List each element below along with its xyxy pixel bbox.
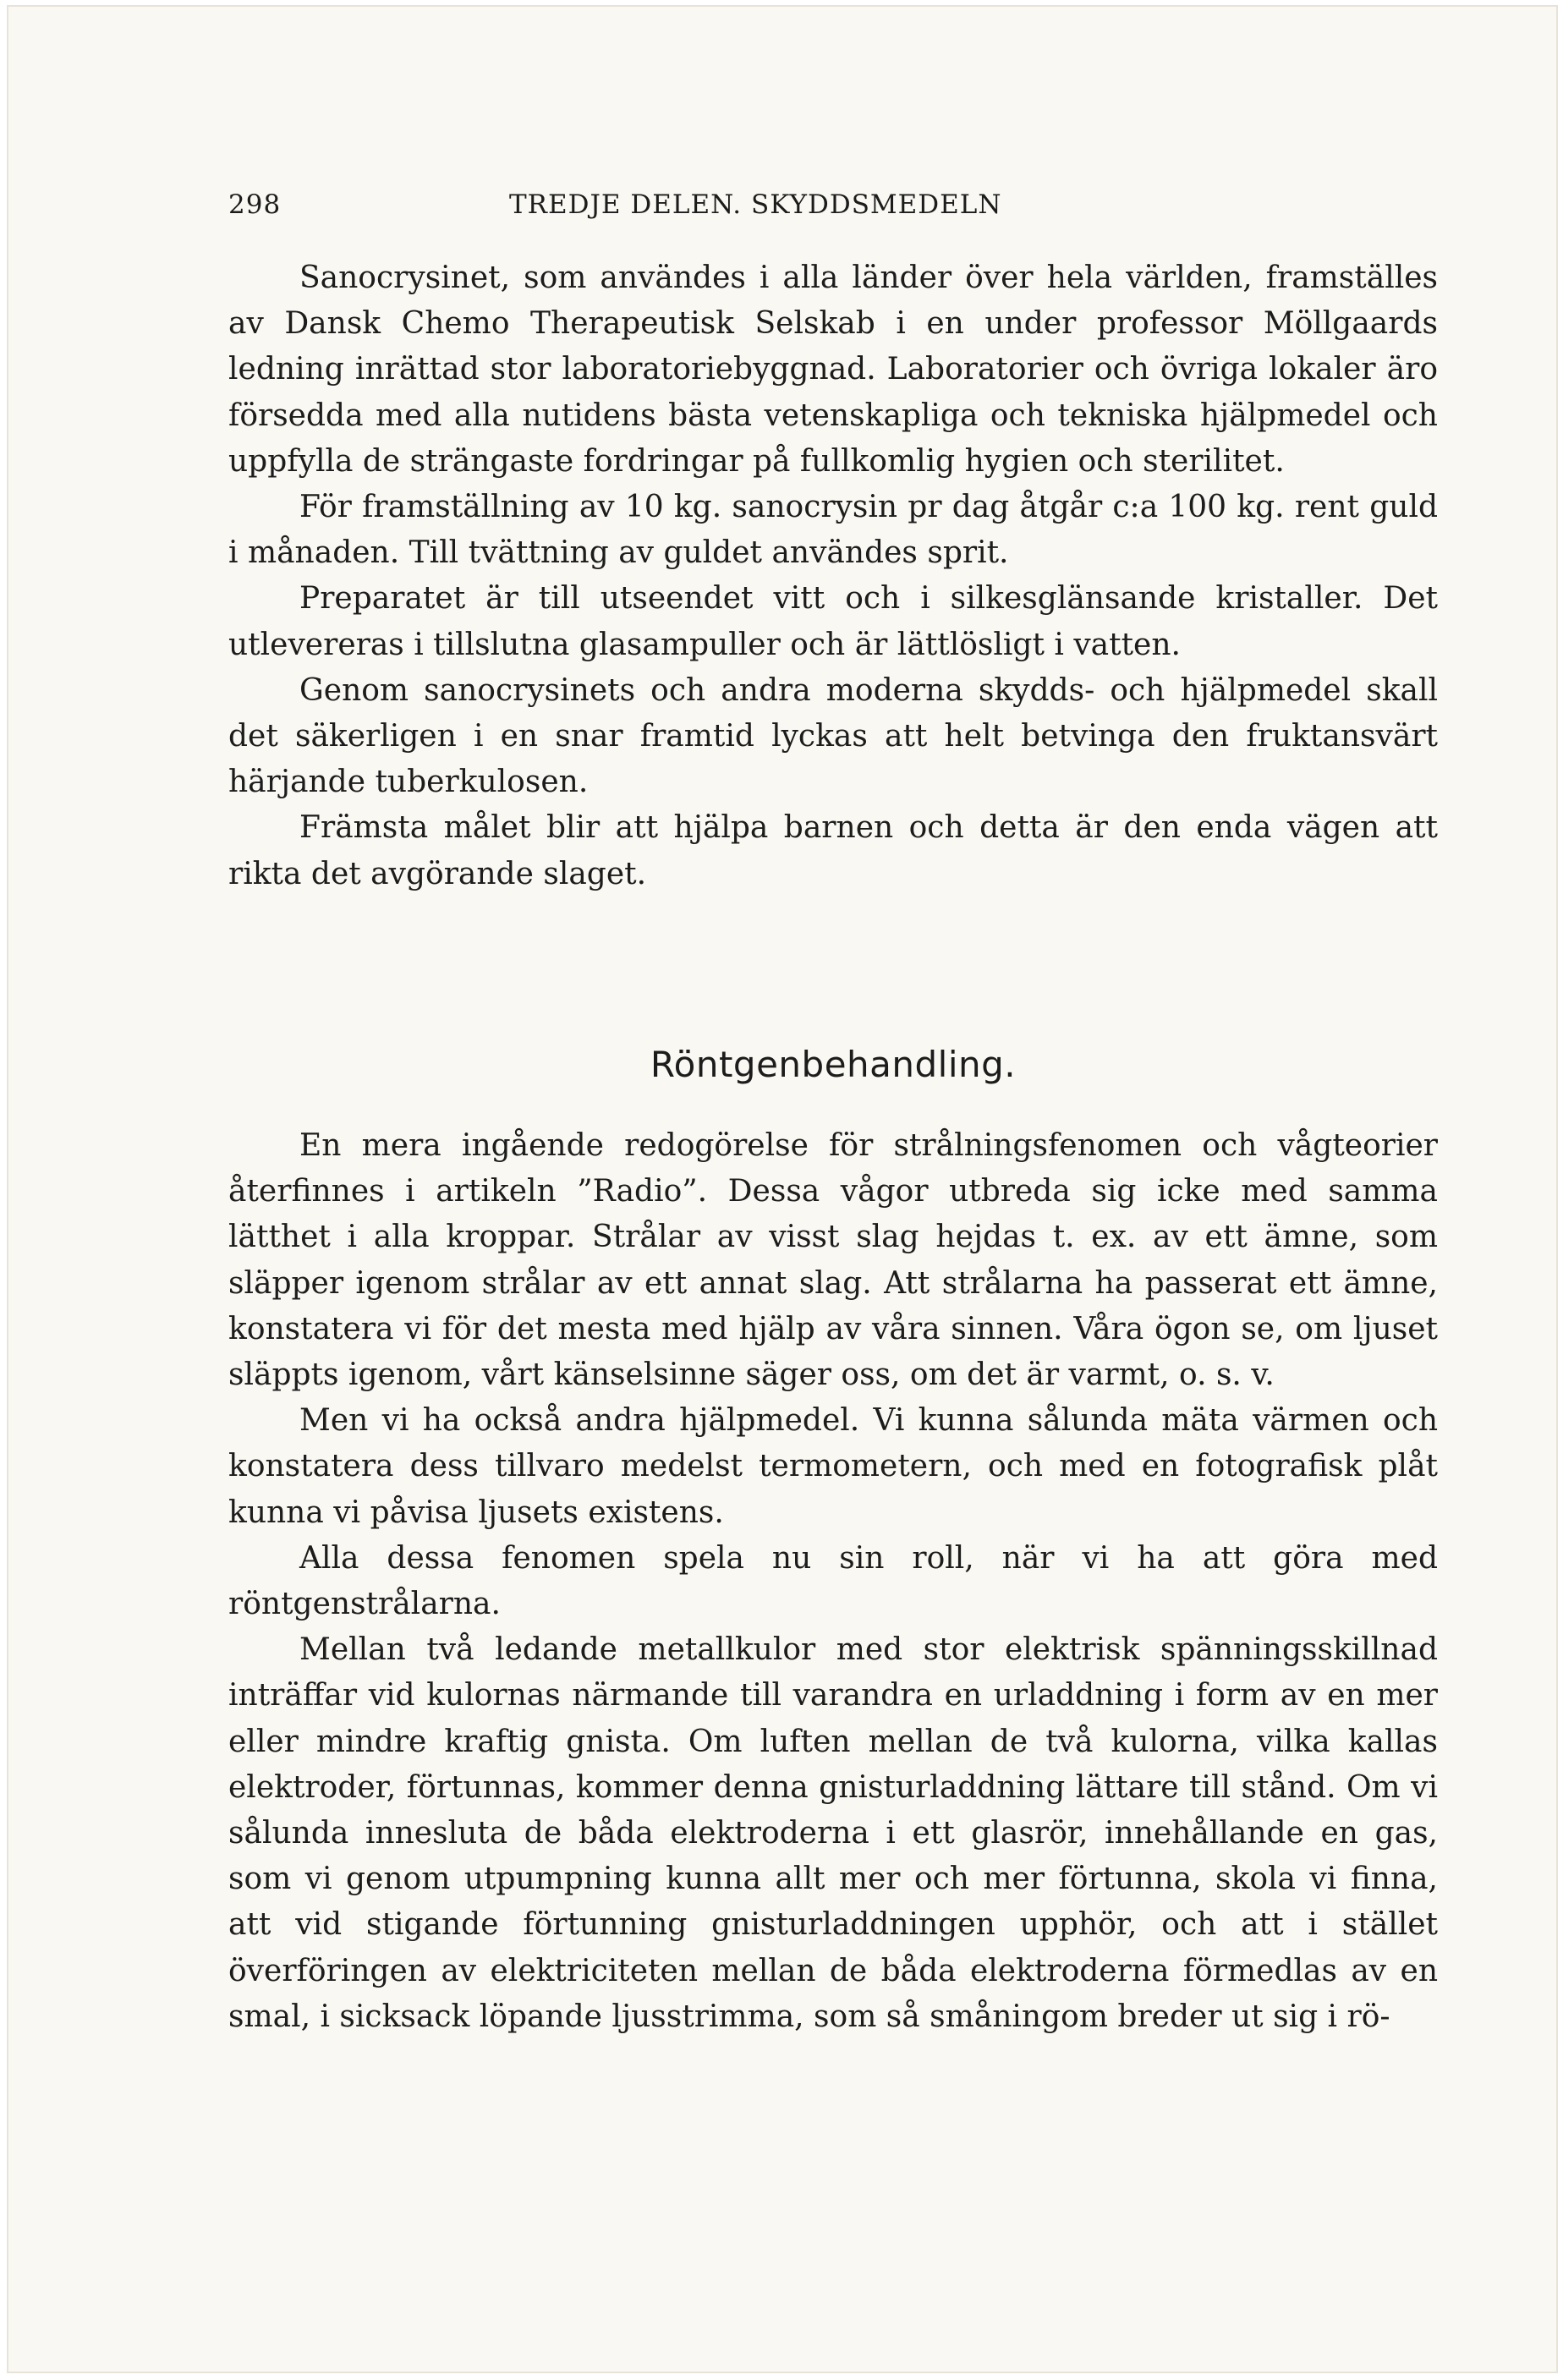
page-header: [228, 189, 1438, 223]
paragraph: För framställning av 10 kg. sanocrysin pr dag åtgår c:a 100 kg. rent guld i månaden. Till tvättning av guldet användes sprit.: [228, 490, 1438, 571]
paragraph: Preparatet är till utseendet vitt och i silkesglänsande kristaller. Det utlevereras i tillslutna glasampuller och är lättlösligt i vatten.: [228, 581, 1438, 662]
section-heading: Röntgenbehandling.: [650, 1044, 1017, 1085]
paragraph: Men vi ha också andra hjälpmedel. Vi kunna sålunda mäta värmen och konstatera dess tillvaro medelst termometern, och med en fotografisk plåt kunna vi påvisa ljusets existens.: [228, 1403, 1438, 1530]
paragraph: En mera ingående redogörelse för strålningsfenomen och vågteorier återfinnes i artikeln ”Radio”. Dessa vågor utbreda sig icke med samma lätthet i alla kroppar. Strålar av visst slag hejdas t. ex. av ett ämne, som släpper igenom strålar av ett annat slag. Att strålarna ha passerat ett ämne, konstatera vi för det mesta med hjälp av våra sinnen. Våra ögon se, om ljuset släppts igenom, vårt känselsinne säger oss, om det är varmt, o. s. v.: [228, 1128, 1438, 1393]
page-number: 298: [228, 189, 282, 220]
paragraph: Alla dessa fenomen spela nu sin roll, när vi ha att göra med röntgenstrålarna.: [228, 1540, 1438, 1622]
paragraph: Mellan två ledande metallkulor med stor elektrisk spänningsskillnad inträffar vid kulornas närmande till varandra en urladdning i form av en mer eller mindre kraftig gnista. Om luften mellan de två kulorna, vilka kallas elektroder, förtunnas, kommer denna gnisturladdning lättare till stånd. Om vi sålunda innesluta de båda elektroderna i ett glasrör, innehållande en gas, som vi genom utpumpning kunna allt mer och mer förtunna, skola vi finna, att vid stigande förtunning gnisturladdningen upphör, och att i stället överföringen av elektriciteten mellan de båda elektroderna förmedlas av en smal, i sicksack löpande ljusstrimma, som så småningom breder ut sig i rö-: [228, 1632, 1438, 2034]
paragraph: Sanocrysinet, som användes i alla länder över hela världen, framställes av Dansk Chemo Therapeutisk Selskab i en under professor Möllgaards ledning inrättad stor laboratoriebyggnad. Laboratorier och övriga lokaler äro försedda med alla nutidens bästa vetenskapliga och tekniska hjälpmedel och uppfylla de strängaste fordringar på fullkomlig hygien och sterilitet.: [228, 260, 1438, 479]
paragraph: Främsta målet blir att hjälpa barnen och detta är den enda vägen att rikta det avgörande slaget.: [228, 810, 1438, 891]
rontgen-section: [228, 1123, 1438, 2040]
paragraph: Genom sanocrysinets och andra moderna skydds- och hjälpmedel skall det säkerligen i en snar framtid lyckas att helt betvinga den fruktansvärt härjande tuberkulosen.: [228, 672, 1438, 800]
book-page: [7, 5, 1558, 2373]
sanocrysin-section: [228, 255, 1438, 897]
running-title: TREDJE DELEN. SKYDDSMEDELN: [509, 189, 1002, 220]
